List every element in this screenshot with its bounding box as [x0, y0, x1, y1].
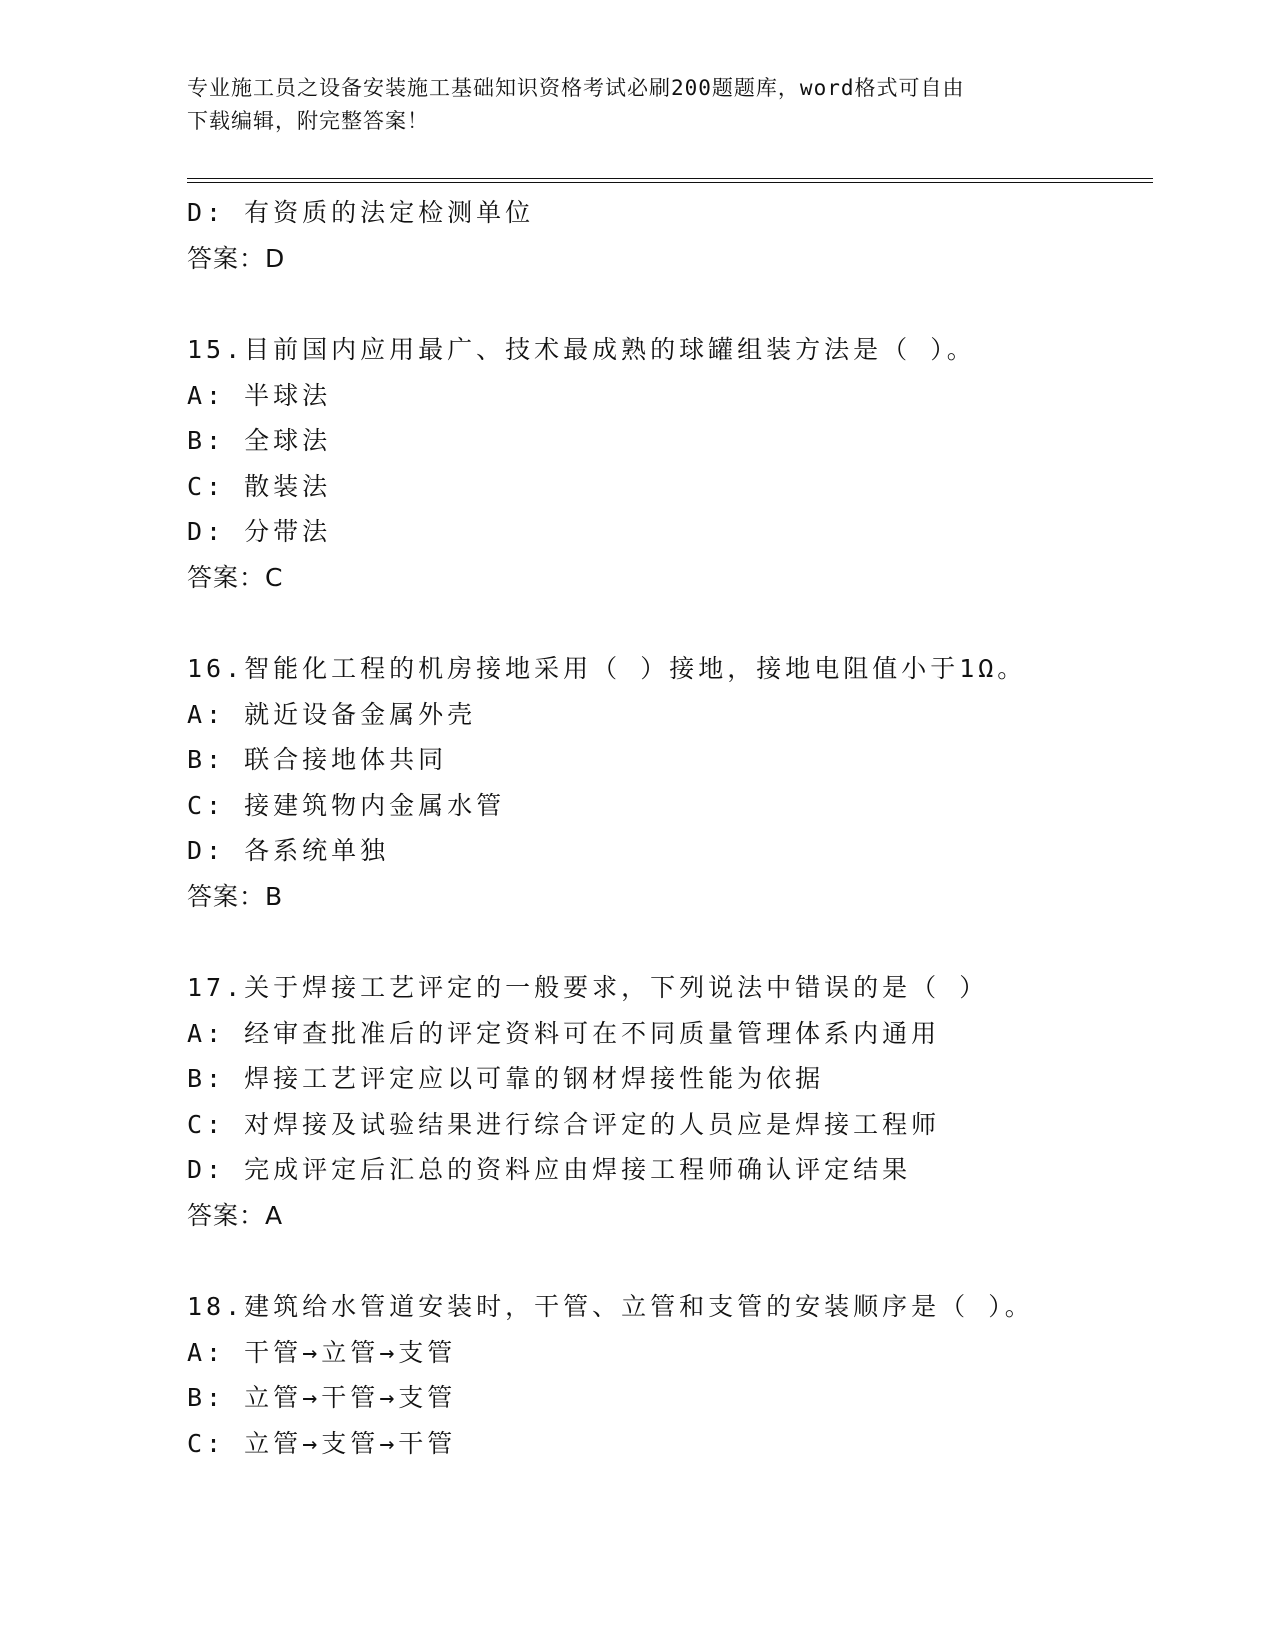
option-b: B: 全球法 [187, 426, 332, 455]
question-block-15 [187, 327, 1147, 600]
question-list [187, 190, 1147, 1466]
header-line-1: 专业施工员之设备安装施工基础知识资格考试必刷200题题库，word格式可自由 [187, 76, 965, 100]
option-c: C: 对焊接及试验结果进行综合评定的人员应是焊接工程师 [187, 1109, 941, 1139]
header-line-2: 下载编辑，附完整答案！ [187, 109, 429, 133]
option-b: B: 焊接工艺评定应以可靠的钢材焊接性能为依据 [187, 1064, 825, 1093]
question-block-14 [187, 190, 1147, 281]
option-a: A: 经审查批准后的评定资料可在不同质量管理体系内通用 [187, 1018, 941, 1048]
option-d: D: 有资质的法定检测单位 [187, 198, 535, 227]
option-d: D: 分带法 [187, 517, 332, 546]
answer-line: 答案：B [187, 881, 284, 911]
header-divider-bottom [187, 182, 1153, 183]
option-c: C: 立管→支管→干管 [187, 1428, 457, 1458]
document-header [187, 72, 1087, 138]
question-text: 17.关于焊接工艺评定的一般要求，下列说法中错误的是（ ） [187, 973, 989, 1002]
question-block-18 [187, 1284, 1147, 1466]
option-c: C: 散装法 [187, 471, 332, 501]
answer-line: 答案：C [187, 562, 284, 592]
option-d: D: 完成评定后汇总的资料应由焊接工程师确认评定结果 [187, 1155, 912, 1184]
option-c: C: 接建筑物内金属水管 [187, 790, 506, 820]
option-a: A: 半球法 [187, 380, 332, 410]
option-d: D: 各系统单独 [187, 836, 390, 865]
question-block-17 [187, 965, 1147, 1238]
header-divider-top [187, 178, 1153, 179]
question-block-16 [187, 646, 1147, 919]
answer-line: 答案：D [187, 243, 286, 273]
question-text: 18.建筑给水管道安装时，干管、立管和支管的安装顺序是（ ）。 [187, 1292, 1034, 1321]
answer-line: 答案：A [187, 1200, 284, 1230]
question-text: 15.目前国内应用最广、技术最成熟的球罐组装方法是（ ）。 [187, 335, 976, 364]
option-b: B: 联合接地体共同 [187, 745, 448, 774]
option-b: B: 立管→干管→支管 [187, 1383, 457, 1412]
option-a: A: 就近设备金属外壳 [187, 699, 477, 729]
option-a: A: 干管→立管→支管 [187, 1337, 457, 1367]
question-text: 16.智能化工程的机房接地采用（ ）接地，接地电阻值小于1Ω。 [187, 654, 1027, 683]
